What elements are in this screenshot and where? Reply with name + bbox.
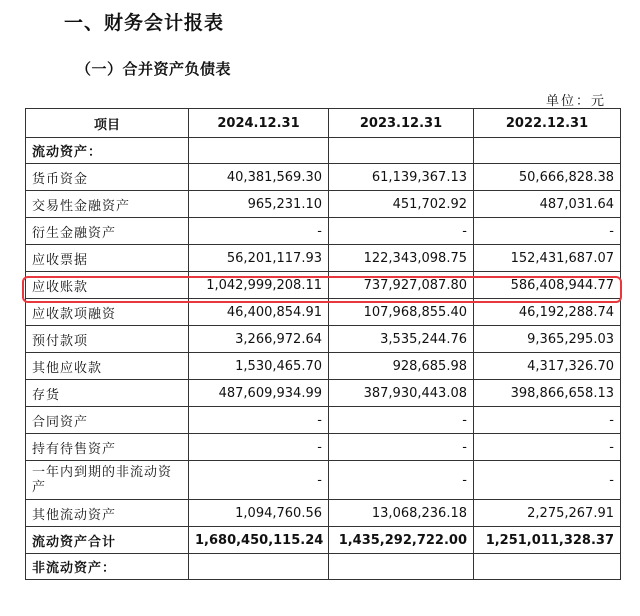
value-2023: 451,702.92	[329, 191, 474, 218]
row-label: 流动资产合计	[26, 527, 189, 554]
value-2022: -	[474, 407, 621, 434]
table-row	[26, 500, 621, 527]
table-row	[26, 461, 621, 500]
value-2022: -	[474, 434, 621, 461]
table-row	[26, 191, 621, 218]
value-2023: 13,068,236.18	[329, 500, 474, 527]
row-label: 应收账款	[26, 272, 189, 299]
table-row	[26, 138, 621, 164]
value-2022: 50,666,828.38	[474, 164, 621, 191]
value-2024: 46,400,854.91	[189, 299, 329, 326]
value-2023: -	[329, 434, 474, 461]
value-2023: 928,685.98	[329, 353, 474, 380]
unit-label: 单位：元	[545, 94, 606, 109]
value-2024: 487,609,934.99	[189, 380, 329, 407]
table-row	[26, 527, 621, 554]
value-2024: -	[189, 407, 329, 434]
row-label: 非流动资产：	[26, 554, 189, 580]
value-2024: 56,201,117.93	[189, 245, 329, 272]
column-header-2024: 2024.12.31	[189, 109, 329, 138]
section-title: 一、财务会计报表	[64, 12, 225, 34]
value-2022: 2,275,267.91	[474, 500, 621, 527]
value-2024	[189, 554, 329, 580]
value-2022: 1,251,011,328.37	[474, 527, 621, 554]
value-2023: 3,535,244.76	[329, 326, 474, 353]
row-label: 应收票据	[26, 245, 189, 272]
value-2023	[329, 554, 474, 580]
table-row	[26, 326, 621, 353]
value-2023: 737,927,087.80	[329, 272, 474, 299]
row-label: 衍生金融资产	[26, 218, 189, 245]
table-row	[26, 554, 621, 580]
row-label: 预付款项	[26, 326, 189, 353]
value-2023: 107,968,855.40	[329, 299, 474, 326]
row-label: 存货	[26, 380, 189, 407]
value-2024: -	[189, 218, 329, 245]
value-2023	[329, 138, 474, 164]
value-2024: 3,266,972.64	[189, 326, 329, 353]
row-label: 合同资产	[26, 407, 189, 434]
value-2024: -	[189, 461, 329, 500]
value-2024	[189, 138, 329, 164]
value-2022: 9,365,295.03	[474, 326, 621, 353]
value-2023: -	[329, 461, 474, 500]
table-row	[26, 164, 621, 191]
value-2022: -	[474, 461, 621, 500]
column-header-2022: 2022.12.31	[474, 109, 621, 138]
value-2022: -	[474, 218, 621, 245]
value-2022: 4,317,326.70	[474, 353, 621, 380]
value-2023: 1,435,292,722.00	[329, 527, 474, 554]
value-2022	[474, 554, 621, 580]
value-2023: 387,930,443.08	[329, 380, 474, 407]
row-label: 交易性金融资产	[26, 191, 189, 218]
table-row	[26, 218, 621, 245]
row-label: 其他应收款	[26, 353, 189, 380]
value-2024: 40,381,569.30	[189, 164, 329, 191]
column-header-2023: 2023.12.31	[329, 109, 474, 138]
row-label: 其他流动资产	[26, 500, 189, 527]
subsection-title: （一）合并资产负债表	[76, 60, 232, 78]
value-2022: 46,192,288.74	[474, 299, 621, 326]
value-2022	[474, 138, 621, 164]
table-row	[26, 434, 621, 461]
row-label: 货币资金	[26, 164, 189, 191]
value-2023: -	[329, 218, 474, 245]
value-2024: 965,231.10	[189, 191, 329, 218]
row-label: 流动资产：	[26, 138, 189, 164]
row-label: 持有待售资产	[26, 434, 189, 461]
value-2023: 122,343,098.75	[329, 245, 474, 272]
value-2022: 398,866,658.13	[474, 380, 621, 407]
value-2024: -	[189, 434, 329, 461]
value-2024: 1,042,999,208.11	[189, 272, 329, 299]
table-row	[26, 245, 621, 272]
table-header-row	[26, 109, 621, 138]
value-2023: -	[329, 407, 474, 434]
table-row	[26, 407, 621, 434]
row-label: 一年内到期的非流动资产	[26, 461, 189, 500]
table-row	[26, 353, 621, 380]
column-header-item: 项目	[26, 109, 189, 138]
balance-sheet-table	[25, 108, 621, 580]
table-row	[26, 380, 621, 407]
value-2024: 1,680,450,115.24	[189, 527, 329, 554]
value-2022: 152,431,687.07	[474, 245, 621, 272]
value-2024: 1,530,465.70	[189, 353, 329, 380]
value-2023: 61,139,367.13	[329, 164, 474, 191]
value-2024: 1,094,760.56	[189, 500, 329, 527]
row-label: 应收款项融资	[26, 299, 189, 326]
table-row	[26, 299, 621, 326]
value-2022: 586,408,944.77	[474, 272, 621, 299]
value-2022: 487,031.64	[474, 191, 621, 218]
table-row	[26, 272, 621, 299]
